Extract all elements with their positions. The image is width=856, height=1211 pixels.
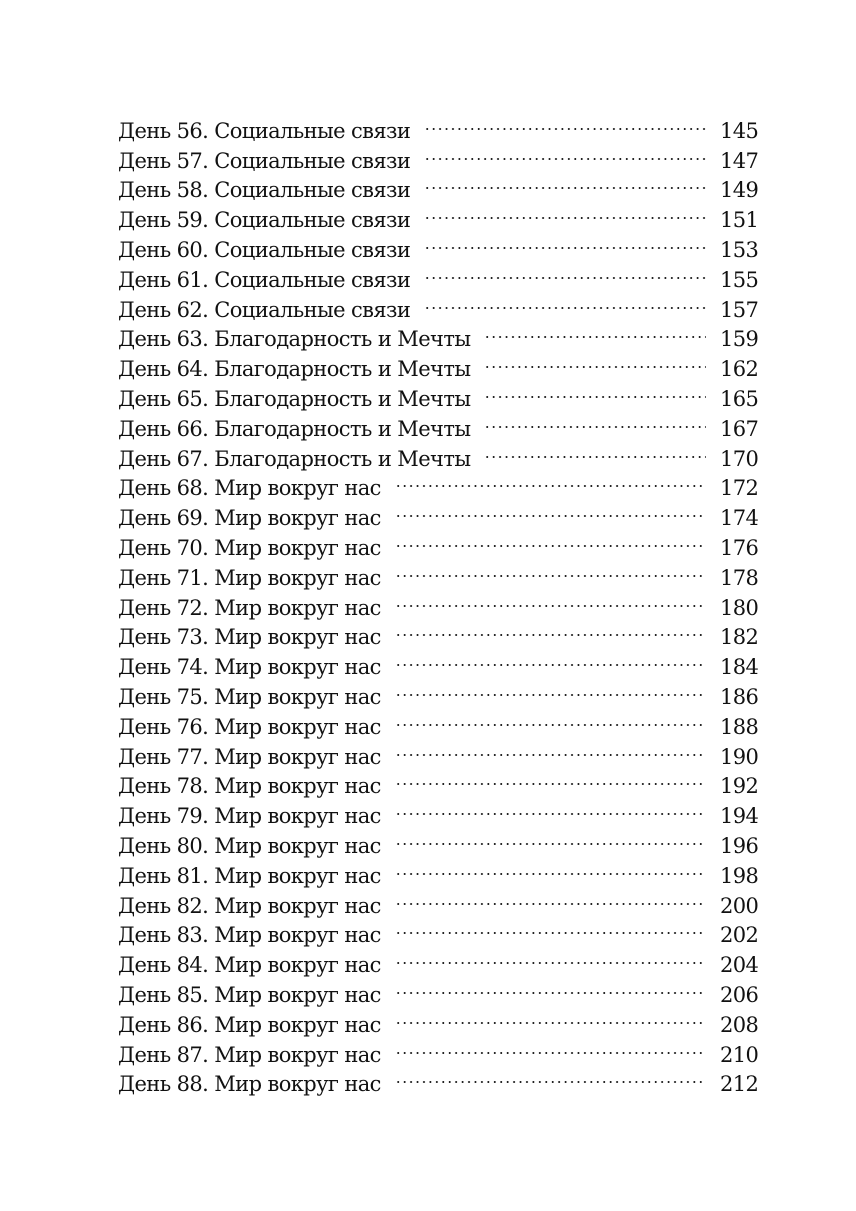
toc-entry-page-number: 200 (720, 893, 759, 918)
toc-entry-page-number: 204 (720, 953, 759, 978)
toc-entry-page-number: 208 (720, 1012, 759, 1037)
toc-entry-title: День 58. Социальные связи (118, 178, 411, 203)
toc-entry-title: День 85. Мир вокруг нас (118, 982, 381, 1007)
dot-leader (424, 257, 706, 287)
toc-entry-page-number: 196 (720, 833, 759, 858)
toc-entry-page-number: 186 (720, 684, 759, 709)
toc-entry-page-number: 153 (720, 237, 759, 262)
toc-entry-page-number: 180 (720, 595, 759, 620)
toc-entry-title: День 65. Благодарность и Мечты (118, 386, 471, 411)
toc-entry-title: День 59. Социальные связи (118, 208, 411, 233)
toc-entry-title: День 75. Мир вокруг нас (118, 684, 381, 709)
toc-entry-title: День 63. Благодарность и Мечты (118, 327, 471, 352)
toc-entry-title: День 68. Мир вокруг нас (118, 476, 381, 501)
toc-entry-page-number: 206 (720, 982, 759, 1007)
toc-entry-page-number: 190 (720, 744, 759, 769)
dot-leader (395, 913, 706, 943)
toc-entry-page-number: 149 (720, 178, 759, 203)
toc-entry-page-number: 170 (720, 446, 759, 471)
toc-entry-title: День 64. Благодарность и Мечты (118, 357, 471, 382)
dot-leader (395, 525, 706, 555)
toc-entry-title: День 60. Социальные связи (118, 237, 411, 262)
toc-entry-title: День 84. Мир вокруг нас (118, 953, 381, 978)
dot-leader (484, 376, 706, 406)
toc-entry-title: День 70. Мир вокруг нас (118, 535, 381, 560)
dot-leader (395, 704, 706, 734)
toc-entry-title: День 79. Мир вокруг нас (118, 804, 381, 829)
dot-leader (395, 734, 706, 764)
toc-entry-page-number: 174 (720, 506, 759, 531)
toc-entry-title: День 78. Мир вокруг нас (118, 774, 381, 799)
toc-entry-title: День 81. Мир вокруг нас (118, 863, 381, 888)
toc-entry-page-number: 165 (720, 386, 759, 411)
toc-entry-page-number: 194 (720, 804, 759, 829)
toc-entry-title: День 76. Мир вокруг нас (118, 714, 381, 739)
toc-entry-title: День 83. Мир вокруг нас (118, 923, 381, 948)
toc-entry-page-number: 162 (720, 357, 759, 382)
dot-leader (395, 674, 706, 704)
toc-entry-page-number: 192 (720, 774, 759, 799)
dot-leader (424, 168, 706, 198)
toc-entry-page-number: 147 (720, 148, 759, 173)
toc-entry-title: День 56. Социальные связи (118, 118, 411, 143)
toc-entry-title: День 69. Мир вокруг нас (118, 506, 381, 531)
toc-entry-page-number: 155 (720, 267, 759, 292)
dot-leader (395, 1062, 706, 1092)
toc-entry-title: День 67. Благодарность и Мечты (118, 446, 471, 471)
toc-entry[interactable] (118, 108, 759, 143)
dot-leader (395, 853, 706, 883)
toc-entry-page-number: 178 (720, 565, 759, 590)
dot-leader (395, 823, 706, 853)
toc-entry-page-number: 172 (720, 476, 759, 501)
toc-entry-title: День 86. Мир вокруг нас (118, 1012, 381, 1037)
toc-entry-title: День 57. Социальные связи (118, 148, 411, 173)
toc-entry-page-number: 176 (720, 535, 759, 560)
toc-entry-title: День 82. Мир вокруг нас (118, 893, 381, 918)
toc-entry-title: День 71. Мир вокруг нас (118, 565, 381, 590)
dot-leader (395, 466, 706, 496)
toc-entry-page-number: 210 (720, 1042, 759, 1067)
dot-leader (395, 793, 706, 823)
toc-entry-page-number: 188 (720, 714, 759, 739)
toc-entry-page-number: 157 (720, 297, 759, 322)
toc-entry-page-number: 151 (720, 208, 759, 233)
dot-leader (395, 1002, 706, 1032)
dot-leader (395, 942, 706, 972)
toc-entry-title: День 77. Мир вокруг нас (118, 744, 381, 769)
toc-entry-page-number: 202 (720, 923, 759, 948)
dot-leader (395, 555, 706, 585)
dot-leader (484, 436, 706, 466)
toc-entry-page-number: 159 (720, 327, 759, 352)
dot-leader (424, 108, 706, 138)
toc-entry-title: День 66. Благодарность и Мечты (118, 416, 471, 441)
toc-entry-page-number: 145 (720, 118, 759, 143)
dot-leader (424, 227, 706, 257)
toc-entry-title: День 73. Мир вокруг нас (118, 625, 381, 650)
toc-entry-title: День 88. Мир вокруг нас (118, 1072, 381, 1097)
toc-entry-page-number: 212 (720, 1072, 759, 1097)
toc-entry-title: День 80. Мир вокруг нас (118, 833, 381, 858)
dot-leader (484, 317, 706, 347)
toc-entry-page-number: 167 (720, 416, 759, 441)
dot-leader (395, 764, 706, 794)
dot-leader (424, 197, 706, 227)
toc-entry-title: День 87. Мир вокруг нас (118, 1042, 381, 1067)
dot-leader (395, 615, 706, 645)
table-of-contents (118, 108, 759, 1097)
toc-entry-title: День 72. Мир вокруг нас (118, 595, 381, 620)
dot-leader (395, 585, 706, 615)
toc-entry-page-number: 184 (720, 655, 759, 680)
dot-leader (395, 883, 706, 913)
toc-entry-page-number: 182 (720, 625, 759, 650)
dot-leader (424, 138, 706, 168)
toc-entry-page-number: 198 (720, 863, 759, 888)
dot-leader (395, 644, 706, 674)
dot-leader (484, 346, 706, 376)
dot-leader (395, 1032, 706, 1062)
toc-entry-title: День 61. Социальные связи (118, 267, 411, 292)
dot-leader (395, 495, 706, 525)
toc-entry-title: День 62. Социальные связи (118, 297, 411, 322)
toc-entry-title: День 74. Мир вокруг нас (118, 655, 381, 680)
dot-leader (484, 406, 706, 436)
dot-leader (395, 972, 706, 1002)
dot-leader (424, 287, 706, 317)
